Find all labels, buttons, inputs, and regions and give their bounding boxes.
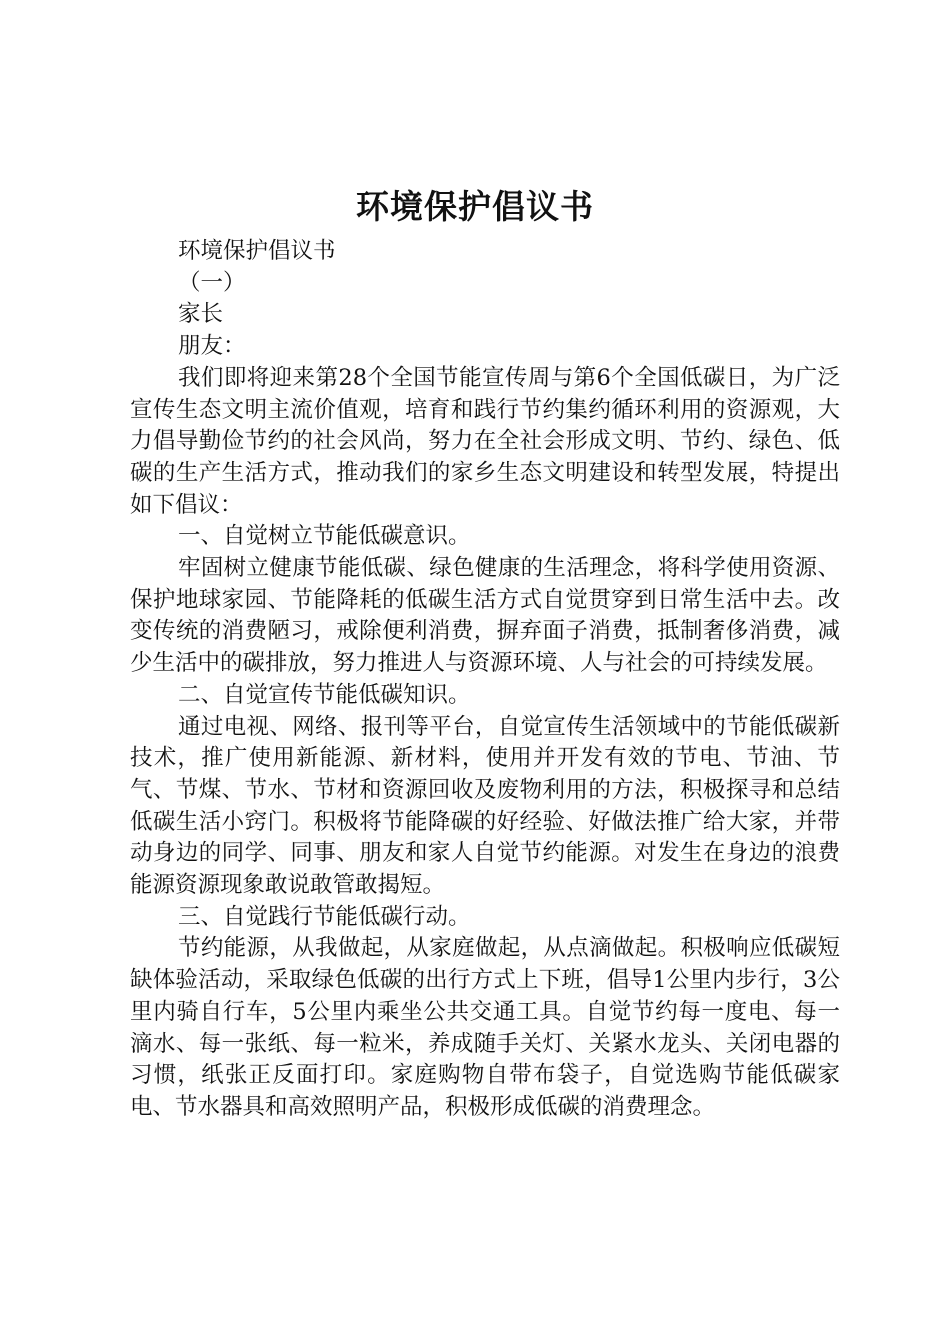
paragraph-one: 牢固树立健康节能低碳、绿色健康的生活理念，将科学使用资源、保护地球家园、节能降耗的低碳生活方式自觉贯穿到日常生活中去。改变传统的消费陋习，戒除便利消费，摒弃面子消费，抵制奢侈消费，减少生活中的碳排放，努力推进人与资源环境、人与社会的可持续发展。 [130,555,840,677]
intro-paragraph: 我们即将迎来第28个全国节能宣传周与第6个全国低碳日，为广泛宣传生态文明主流价值观，培育和践行节约集约循环利用的资源观，大力倡导勤俭节约的社会风尚，努力在全社会形成文明、节约、绿色、低碳的生产生活方式，推动我们的家乡生态文明建设和转型发展，特提出如下倡议： [130,364,840,518]
section-number: （一） [178,269,246,296]
heading-three: 三、自觉践行节能低碳行动。 [178,903,471,930]
heading-two: 二、自觉宣传节能低碳知识。 [178,681,471,708]
document-title: 环境保护倡议书 [356,187,594,226]
document-body [130,236,840,1124]
heading-one: 一、自觉树立节能低碳意识。 [178,523,471,550]
salutation-line-1: 家长 [178,301,224,328]
paragraph-three: 节约能源，从我做起，从家庭做起，从点滴做起。积极响应低碳短缺体验活动，采取绿色低碳的出行方式上下班，倡导1公里内步行，3公里内骑自行车，5公里内乘坐公共交通工具。自觉节约每一度电、每一滴水、每一张纸、每一粒米，养成随手关灯、关紧水龙头、关闭电器的习惯，纸张正反面打印。家庭购物自带布袋子，自觉选购节能低碳家电、节水器具和高效照明产品，积极形成低碳的消费理念。 [130,935,840,1120]
salutation-line-2: 朋友： [178,333,246,360]
subtitle-line: 环境保护倡议书 [178,238,336,264]
paragraph-two: 通过电视、网络、报刊等平台，自觉宣传生活领域中的节能低碳新技术，推广使用新能源、新材料，使用并开发有效的节电、节油、节气、节煤、节水、节材和资源回收及废物利用的方法，积极探寻和总结低碳生活小窍门。积极将节能降碳的好经验、好做法推广给大家，并带动身边的同学、同事、朋友和家人自觉节约能源。对发生在身边的浪费能源资源现象敢说敢管敢揭短。 [130,713,840,899]
